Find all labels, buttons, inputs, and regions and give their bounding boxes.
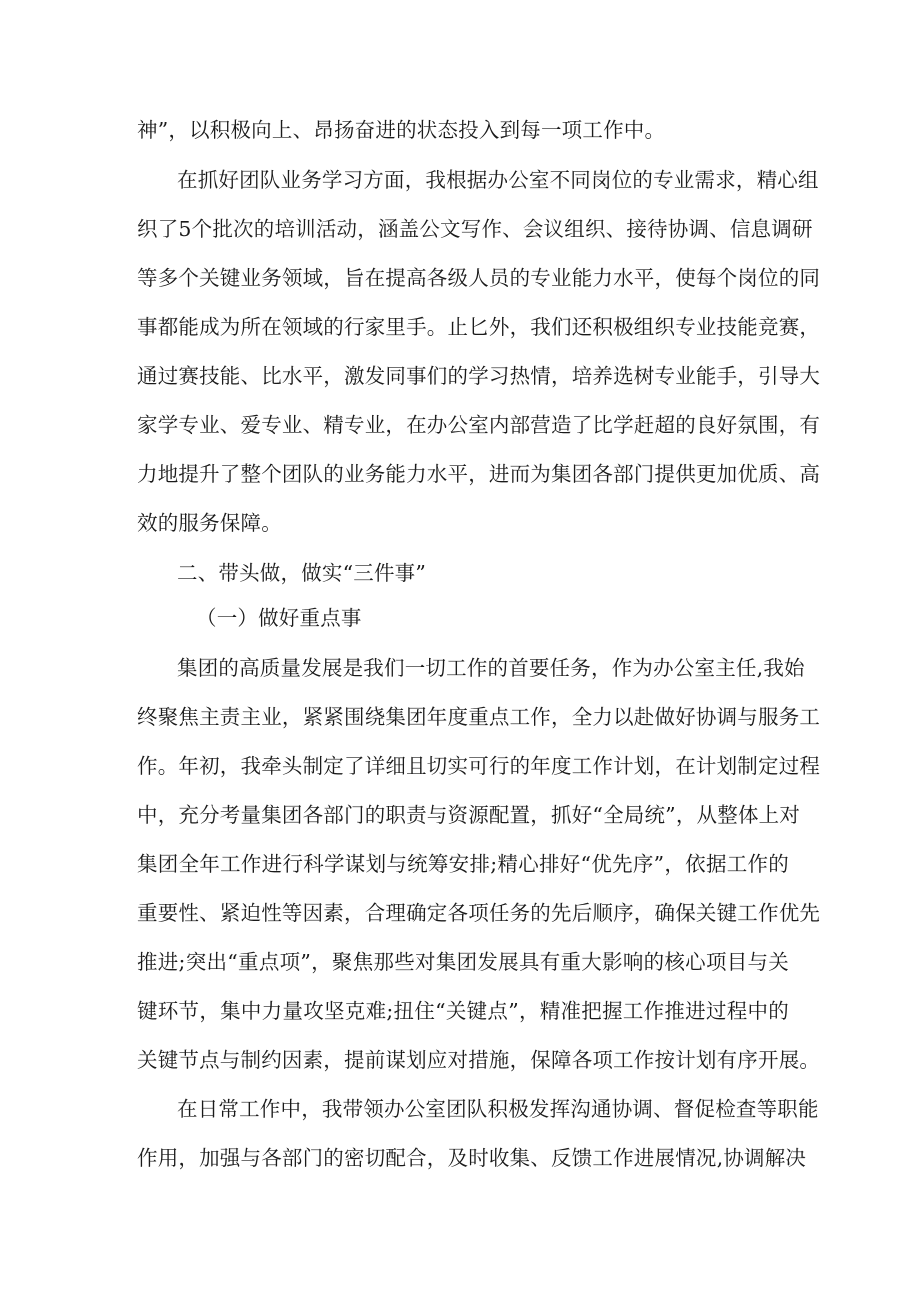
paragraph-line: 关键节点与制约因素，提前谋划应对措施，保障各项工作按计划有序开展。 [137, 1048, 821, 1072]
paragraph-line: 集团的高质量发展是我们一切工作的首要任务，作为办公室主任,我始 [177, 656, 805, 680]
paragraph-line: 织了5个批次的培训活动，涵盖公文写作、会议组织、接待协调、信息调研 [137, 217, 813, 241]
paragraph-line: 作。年初，我牵头制定了详细且切实可行的年度工作计划，在计划制定过程 [137, 754, 821, 778]
subsection-heading: （一）做好重点事 [196, 606, 362, 630]
paragraph-line: 家学专业、爱专业、精专业，在办公室内部营造了比学赶超的良好氛围，有 [137, 413, 821, 437]
paragraph-line: 重要性、紧迫性等因素，合理确定各项任务的先后顺序，确保关键工作优先 [137, 901, 821, 925]
paragraph-line: 集团全年工作进行科学谋划与统筹安排;精心排好“优先序”，依据工作的 [137, 852, 789, 876]
paragraph-line: 中，充分考量集团各部门的职责与资源配置，抓好“全局统”，从整体上对 [137, 803, 801, 827]
paragraph-line: 终聚焦主责主业，紧紧围绕集团年度重点工作，全力以赴做好协调与服务工 [137, 705, 821, 729]
paragraph-line: 力地提升了整个团队的业务能力水平，进而为集团各部门提供更加优质、高 [137, 462, 821, 486]
paragraph-line: 事都能成为所在领域的行家里手。止匕外，我们还积极组织专业技能竞赛， [137, 315, 821, 339]
paragraph-line: 神”，以积极向上、昂扬奋进的状态投入到每一项工作中。 [137, 118, 666, 142]
paragraph-line: 作用，加强与各部门的密切配合，及时收集、反馈工作进展情况,协调解决 [137, 1146, 807, 1170]
paragraph-line: 等多个关键业务领域，旨在提高各级人员的专业能力水平，使每个岗位的同 [137, 266, 821, 290]
paragraph-line: 推进;突出“重点项”，聚焦那些对集团发展具有重大影响的核心项目与关 [137, 950, 789, 974]
paragraph-line: 在抓好团队业务学习方面，我根据办公室不同岗位的专业需求，精心组 [177, 168, 819, 192]
paragraph-line: 键环节，集中力量攻坚克难;扭住“关键点”，精准把握工作推进过程中的 [137, 999, 789, 1023]
section-heading: 二、带头做，做实“三件事” [177, 561, 427, 585]
paragraph-line: 在日常工作中，我带领办公室团队积极发挥沟通协调、督促检查等职能 [177, 1097, 819, 1121]
paragraph-line: 通过赛技能、比水平，激发同事们的学习热情，培养选树专业能手，引导大 [137, 364, 821, 388]
paragraph-line: 效的服务保障。 [137, 511, 282, 535]
